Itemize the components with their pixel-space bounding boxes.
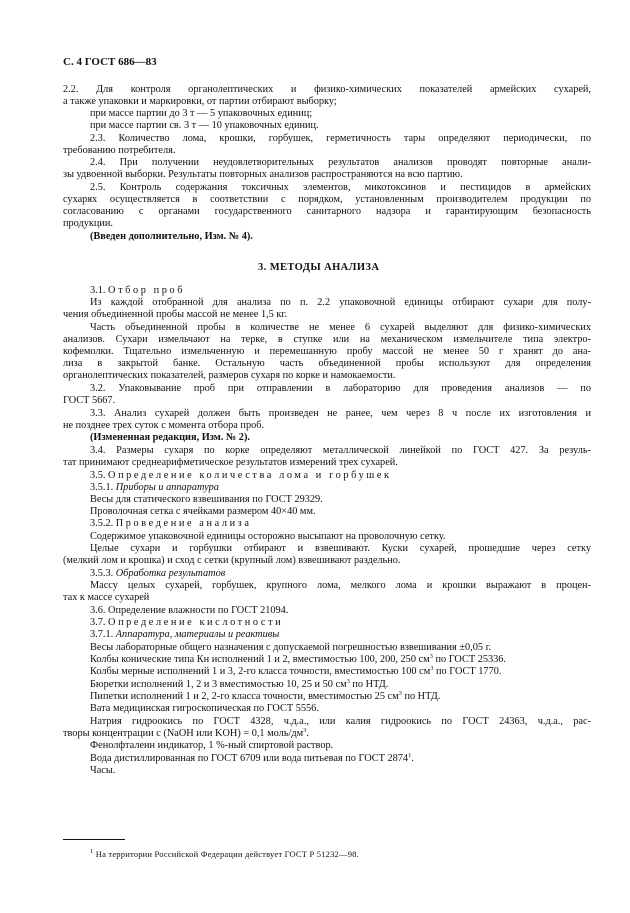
clause-title: Приборы и аппаратура (115, 482, 219, 493)
page-header: С. 4 ГОСТ 686—83 (63, 56, 157, 68)
clause-title: Аппаратура, материалы и реактивы (115, 629, 280, 640)
superscript: 3 (303, 727, 307, 734)
paragraph-3-1-line-4: анализов. Сухари измельчают на терке, в ступке или на механическом измельчителе типа электро- (63, 334, 591, 345)
footnote-reference: 1 (408, 752, 412, 759)
reagent-text: . (411, 753, 414, 764)
clause-number: 3.5.3. (90, 568, 114, 579)
paragraph-3-1-line-6: лиза в закрытой банке. Остальную часть объединенной пробы используют для определения (63, 358, 591, 369)
reagent-text: Колбы конические типа Кн исполнений 1 и 2, вместимостью 100, 200, 250 см (90, 654, 430, 665)
paragraph-2-4-line-2: зы удвоенной выборки. Результаты повторных анализов распространяются на всю партию. (63, 169, 463, 180)
clause-title: Обработка результатов (115, 568, 226, 579)
paragraph-3-4-line-1: 3.4. Размеры сухаря по корке определяют металлической линейкой по ГОСТ 427. За резуль- (90, 445, 591, 456)
reagent-text: Вода дистиллированная по ГОСТ 6709 или вода питьевая по ГОСТ 2874 (90, 753, 409, 764)
reagent-line-3 (90, 666, 501, 678)
reagent-text: . (306, 728, 309, 739)
superscript: 3 (430, 665, 434, 672)
clause-3-5-3-heading (90, 568, 225, 580)
reagent-line-4 (90, 679, 388, 691)
reagent-text: по ГОСТ 25336. (432, 654, 507, 665)
paragraph-3-3-line-1: 3.3. Анализ сухарей должен быть произведен не ранее, чем через 8 ч после их изготовления и (90, 408, 591, 419)
paragraph-2-2-line-4: при массе партии св. 3 т — 10 упаковочных единиц. (90, 120, 319, 131)
paragraph-2-5-line-1: 2.5. Контроль содержания токсичных элементов, микотоксинов и пестицидов в армейских (90, 182, 591, 193)
amendment-note-3-3: (Измененная редакция, Изм. № 2). (90, 432, 250, 443)
clause-title: Проведение анализа (115, 518, 252, 529)
paragraph-2-5-line-3: согласованию с органами государственного санитарного надзора и гарантирующим безопасность (63, 206, 591, 217)
reagent-line-2 (90, 654, 506, 666)
paragraph-3-1-line-5: кофемолки. Тщательно измельченную и перемешанную пробу массой не менее 50 г хранят до ана- (63, 346, 591, 357)
paragraph-3-5-1-line-1: Весы для статического взвешивания по ГОСТ 29329. (90, 494, 323, 505)
reagent-line-8 (63, 728, 309, 740)
reagent-line-1: Весы лабораторные общего назначения с допускаемой погрешностью взвешивания ±0,05 г. (90, 642, 492, 653)
reagent-text: Пипетки исполнений 1 и 2, 2-го класса точности, вместимостью 25 см (90, 691, 399, 702)
reagent-line-7: Натрия гидроокись по ГОСТ 4328, ч.д.а., или калия гидроокись по ГОСТ 24363, ч.д.а., рас- (90, 716, 591, 727)
paragraph-3-6: 3.6. Определение влажности по ГОСТ 21094. (90, 605, 289, 616)
clause-3-7-heading (90, 617, 283, 629)
paragraph-2-3-line-2: требованию потребителя. (63, 145, 176, 156)
clause-3-5-heading (90, 470, 392, 482)
paragraph-2-5-line-4: продукции. (63, 218, 114, 229)
paragraph-3-5-2-line-3: (мелкий лом и крошка) и сход с сетки (крупный лом) взвешивают раздельно. (63, 555, 401, 566)
reagent-line-9: Фенолфталеин индикатор, 1 %-ный спиртовой раствор. (90, 740, 334, 751)
paragraph-3-4-line-2: тат принимают среднеарифметическое результатов измерений трех сухарей. (63, 457, 398, 468)
reagent-line-11: Часы. (90, 765, 116, 776)
clause-3-5-2-heading (90, 518, 252, 530)
clause-number: 3.5.2. (90, 518, 114, 529)
reagent-line-10 (90, 753, 414, 765)
paragraph-3-5-2-line-2: Целые сухари и горбушки отбирают и взвешивают. Куски сухарей, прошедшие через сетку (90, 543, 591, 554)
paragraph-3-1-line-2: чения объединенной пробы массой не менее 1,5 кг. (63, 309, 288, 320)
amendment-note-2-5: (Введен дополнительно, Изм. № 4). (90, 231, 253, 242)
reagent-line-5 (90, 691, 440, 703)
paragraph-3-5-2-line-1: Содержимое упаковочной единицы осторожно высыпают на проволочную сетку. (90, 531, 446, 542)
section-heading-3: 3. МЕТОДЫ АНАЛИЗА (258, 262, 380, 273)
reagent-line-6: Вата медицинская гигроскопическая по ГОСТ 5556. (90, 703, 319, 714)
superscript: 3 (398, 690, 402, 697)
clause-number: 3.5.1. (90, 482, 114, 493)
paragraph-3-1-line-3: Часть объединенной пробы в количестве не менее 6 сухарей выделяют для физико-химических (90, 322, 591, 333)
paragraph-2-3-line-1: 2.3. Количество лома, крошки, горбушек, герметичность тары определяют периодически, по (90, 133, 591, 144)
superscript: 3 (429, 653, 433, 660)
clause-title: Определение количества лома и горбушек (108, 470, 392, 481)
footnote-divider (63, 839, 125, 840)
paragraph-3-3-line-2: не позднее трех суток с момента отбора проб. (63, 420, 265, 431)
paragraph-3-1-line-1: Из каждой отобранной для анализа по п. 2.2 упаковочной единицы отбирают сухари для полу- (90, 297, 591, 308)
clause-title: Определение кислотности (108, 617, 284, 628)
paragraph-3-1-line-7: органолептических показателей, размеров сухаря по корке и намокаемости. (63, 370, 396, 381)
footnote-marker: 1 (90, 848, 94, 855)
clause-number: 3.1. (90, 285, 106, 296)
reagent-text: Колбы мерные исполнений 1 и 3, 2-го класса точности, вместимостью 100 см (90, 666, 431, 677)
superscript: 3 (346, 678, 350, 685)
reagent-text: творы концентрации с (NaOH или KOH) = 0,1 моль/дм (63, 728, 304, 739)
paragraph-2-5-line-2: сухарях осуществляется в соответствии с порядком, установленным производителем продукции по (63, 194, 591, 205)
paragraph-3-2-line-2: ГОСТ 5667. (63, 395, 116, 406)
footnote-text: На территории Российской Федерации действует ГОСТ Р 51232—98. (93, 849, 359, 859)
paragraph-3-2-line-1: 3.2. Упаковывание проб при отправлении в лабораторию для проведения анализов — по (90, 383, 591, 394)
paragraph-2-2-line-2: а также упаковки и маркировки, от партии отбирают выборку; (63, 96, 337, 107)
clause-number: 3.7.1. (90, 629, 114, 640)
paragraph-3-5-1-line-2: Проволочная сетка с ячейками размером 40×40 мм. (90, 506, 316, 517)
paragraph-2-2-line-1: 2.2. Для контроля органолептических и физико-химических показателей армейских сухарей, (63, 84, 591, 95)
reagent-text: по НТД. (401, 691, 441, 702)
reagent-text: Бюретки исполнений 1, 2 и 3 вместимостью 10, 25 и 50 см (90, 679, 347, 690)
paragraph-3-5-3-line-2: тах к массе сухарей (63, 592, 150, 603)
clause-title: Отбор проб (108, 285, 186, 296)
reagent-text: по НТД. (349, 679, 389, 690)
clause-3-7-1-heading (90, 629, 279, 641)
reagent-text: по ГОСТ 1770. (433, 666, 502, 677)
paragraph-2-4-line-1: 2.4. При получении неудовлетворительных результатов анализов проводят повторные анали- (90, 157, 591, 168)
clause-3-5-1-heading (90, 482, 219, 494)
clause-number: 3.7. (90, 617, 106, 628)
footnote (90, 848, 359, 860)
paragraph-3-5-3-line-1: Массу целых сухарей, горбушек, крупного лома, мелкого лома и крошки выражают в процен- (90, 580, 591, 591)
clause-number: 3.5. (90, 470, 106, 481)
paragraph-2-2-line-3: при массе партии до 3 т — 5 упаковочных единиц; (90, 108, 313, 119)
clause-3-1-heading (90, 285, 185, 297)
